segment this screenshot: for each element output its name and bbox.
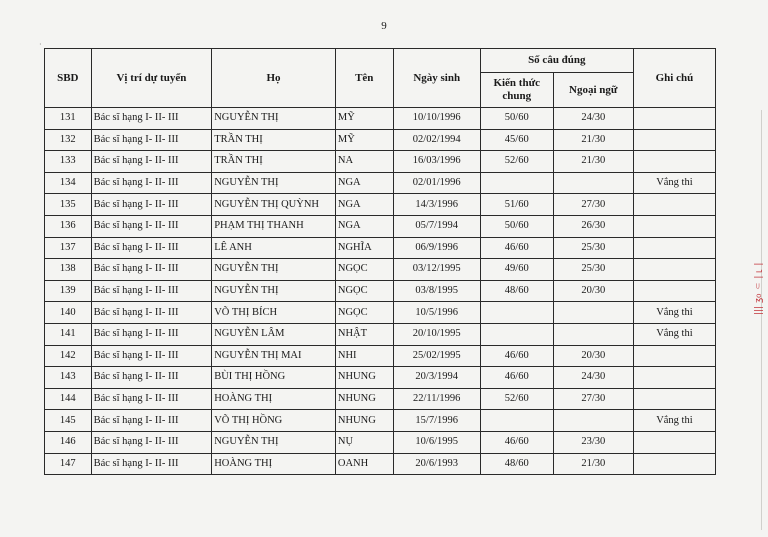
cell-dob: 20/6/1993 [393,453,480,475]
cell-sbd: 145 [45,410,92,432]
cell-given-name: NGỌC [335,280,393,302]
cell-general-knowledge: 52/60 [480,151,553,173]
cell-sbd: 135 [45,194,92,216]
cell-position: Bác sĩ hạng I- II- III [91,172,212,194]
table-row [45,345,716,367]
cell-sbd: 141 [45,323,92,345]
table-row [45,237,716,259]
cell-foreign-language: 21/30 [553,151,633,173]
cell-foreign-language [553,302,633,324]
cell-position: Bác sĩ hạng I- II- III [91,151,212,173]
cell-sbd: 136 [45,215,92,237]
cell-dob: 02/01/1996 [393,172,480,194]
cell-given-name: NỤ [335,431,393,453]
cell-sbd: 134 [45,172,92,194]
cell-dob: 02/02/1994 [393,129,480,151]
cell-sbd: 138 [45,259,92,281]
table-row [45,367,716,389]
cell-surname: NGUYỄN THỊ QUỲNH [212,194,336,216]
cell-foreign-language: 25/30 [553,237,633,259]
cell-general-knowledge [480,323,553,345]
cell-sbd: 140 [45,302,92,324]
cell-note [633,388,715,410]
cell-surname: NGUYỄN THỊ [212,172,336,194]
cell-general-knowledge: 49/60 [480,259,553,281]
table-row [45,194,716,216]
cell-surname: VÕ THỊ BÍCH [212,302,336,324]
cell-given-name: NHUNG [335,410,393,432]
cell-position: Bác sĩ hạng I- II- III [91,280,212,302]
results-table [44,48,716,475]
cell-sbd: 144 [45,388,92,410]
cell-note [633,280,715,302]
cell-note [633,237,715,259]
cell-dob: 03/12/1995 [393,259,480,281]
cell-given-name: NA [335,151,393,173]
cell-sbd: 142 [45,345,92,367]
cell-note [633,129,715,151]
cell-sbd: 146 [45,431,92,453]
cell-surname: PHẠM THỊ THANH [212,215,336,237]
table-row [45,215,716,237]
table-row [45,388,716,410]
cell-dob: 03/8/1995 [393,280,480,302]
cell-given-name: NGHĨA [335,237,393,259]
cell-general-knowledge: 46/60 [480,237,553,259]
cell-given-name: OANH [335,453,393,475]
cell-foreign-language: 23/30 [553,431,633,453]
cell-general-knowledge: 48/60 [480,453,553,475]
cell-note: Vắng thi [633,172,715,194]
cell-position: Bác sĩ hạng I- II- III [91,453,212,475]
cell-dob: 14/3/1996 [393,194,480,216]
table-row [45,172,716,194]
cell-given-name: MỸ [335,129,393,151]
table-row [45,302,716,324]
cell-foreign-language: 21/30 [553,129,633,151]
cell-note [633,215,715,237]
cell-general-knowledge: 46/60 [480,367,553,389]
cell-general-knowledge: 50/60 [480,108,553,130]
cell-surname: NGUYỄN LÂM [212,323,336,345]
cell-note [633,453,715,475]
table-row [45,431,716,453]
cell-given-name: NHI [335,345,393,367]
cell-general-knowledge: 52/60 [480,388,553,410]
cell-sbd: 137 [45,237,92,259]
table-row [45,259,716,281]
cell-given-name: NHUNG [335,388,393,410]
cell-position: Bác sĩ hạng I- II- III [91,323,212,345]
cell-surname: NGUYỄN THỊ [212,280,336,302]
cell-general-knowledge [480,302,553,324]
header-sbd: SBD [45,49,92,108]
page-number: 9 [381,20,387,32]
cell-foreign-language: 20/30 [553,345,633,367]
cell-surname: NGUYỄN THỊ [212,259,336,281]
cell-position: Bác sĩ hạng I- II- III [91,367,212,389]
header-dob: Ngày sinh [393,49,480,108]
cell-given-name: NHẬT [335,323,393,345]
cell-position: Bác sĩ hạng I- II- III [91,302,212,324]
cell-general-knowledge: 46/60 [480,431,553,453]
cell-dob: 20/10/1995 [393,323,480,345]
cell-general-knowledge: 51/60 [480,194,553,216]
cell-sbd: 132 [45,129,92,151]
cell-surname: NGUYỄN THỊ [212,431,336,453]
header-correct-answers: Số câu đúng [480,49,633,73]
cell-surname: VÕ THỊ HỒNG [212,410,336,432]
cell-sbd: 131 [45,108,92,130]
table-row [45,108,716,130]
cell-dob: 15/7/1996 [393,410,480,432]
cell-dob: 10/6/1995 [393,431,480,453]
cell-given-name: NGA [335,194,393,216]
cell-foreign-language: 27/30 [553,388,633,410]
cell-dob: 06/9/1996 [393,237,480,259]
cell-general-knowledge: 46/60 [480,345,553,367]
cell-position: Bác sĩ hạng I- II- III [91,259,212,281]
cell-sbd: 143 [45,367,92,389]
cell-foreign-language: 27/30 [553,194,633,216]
table-row [45,323,716,345]
cell-surname: TRẦN THỊ [212,151,336,173]
cell-note: Vắng thi [633,323,715,345]
cell-sbd: 133 [45,151,92,173]
cell-dob: 22/11/1996 [393,388,480,410]
cell-position: Bác sĩ hạng I- II- III [91,345,212,367]
cell-dob: 10/10/1996 [393,108,480,130]
table-row [45,280,716,302]
cell-note: Vắng thi [633,410,715,432]
header-position: Vị trí dự tuyển [91,49,212,108]
cell-foreign-language: 24/30 [553,108,633,130]
cell-general-knowledge: 45/60 [480,129,553,151]
cell-general-knowledge: 48/60 [480,280,553,302]
cell-surname: BÙI THỊ HỒNG [212,367,336,389]
margin-dot: · [39,40,42,49]
table-row [45,410,716,432]
cell-dob: 10/5/1996 [393,302,480,324]
cell-dob: 20/3/1994 [393,367,480,389]
header-surname: Họ [212,49,336,108]
cell-position: Bác sĩ hạng I- II- III [91,194,212,216]
table-row [45,129,716,151]
page-edge-line [761,110,762,530]
cell-note [633,108,715,130]
cell-foreign-language [553,410,633,432]
header-note: Ghi chú [633,49,715,108]
table-body [45,108,716,475]
cell-given-name: MỸ [335,108,393,130]
cell-foreign-language: 26/30 [553,215,633,237]
cell-dob: 16/03/1996 [393,151,480,173]
cell-surname: LÊ ANH [212,237,336,259]
cell-surname: TRẦN THỊ [212,129,336,151]
cell-position: Bác sĩ hạng I- II- III [91,237,212,259]
cell-position: Bác sĩ hạng I- II- III [91,410,212,432]
cell-surname: HOÀNG THỊ [212,388,336,410]
handwritten-annotation-icon: ||| ʒ᧐ ⸦ |⌐| [754,262,764,315]
cell-given-name: NHUNG [335,367,393,389]
cell-foreign-language [553,172,633,194]
cell-general-knowledge [480,410,553,432]
cell-surname: NGUYỄN THỊ [212,108,336,130]
cell-dob: 25/02/1995 [393,345,480,367]
cell-note: Vắng thi [633,302,715,324]
cell-given-name: NGA [335,215,393,237]
cell-sbd: 139 [45,280,92,302]
cell-foreign-language: 20/30 [553,280,633,302]
cell-note [633,194,715,216]
cell-note [633,367,715,389]
cell-position: Bác sĩ hạng I- II- III [91,388,212,410]
cell-general-knowledge: 50/60 [480,215,553,237]
cell-position: Bác sĩ hạng I- II- III [91,431,212,453]
cell-given-name: NGỌC [335,302,393,324]
cell-note [633,345,715,367]
cell-sbd: 147 [45,453,92,475]
cell-foreign-language: 25/30 [553,259,633,281]
cell-given-name: NGỌC [335,259,393,281]
cell-position: Bác sĩ hạng I- II- III [91,108,212,130]
table-row [45,151,716,173]
table-row [45,453,716,475]
cell-foreign-language: 24/30 [553,367,633,389]
cell-general-knowledge [480,172,553,194]
cell-given-name: NGA [335,172,393,194]
header-given-name: Tên [335,49,393,108]
cell-position: Bác sĩ hạng I- II- III [91,215,212,237]
header-general-knowledge: Kiến thức chung [480,73,553,108]
cell-position: Bác sĩ hạng I- II- III [91,129,212,151]
cell-note [633,151,715,173]
cell-surname: HOÀNG THỊ [212,453,336,475]
cell-surname: NGUYỄN THỊ MAI [212,345,336,367]
cell-foreign-language: 21/30 [553,453,633,475]
cell-dob: 05/7/1994 [393,215,480,237]
header-foreign-language: Ngoại ngữ [553,73,633,108]
cell-note [633,431,715,453]
cell-note [633,259,715,281]
cell-foreign-language [553,323,633,345]
